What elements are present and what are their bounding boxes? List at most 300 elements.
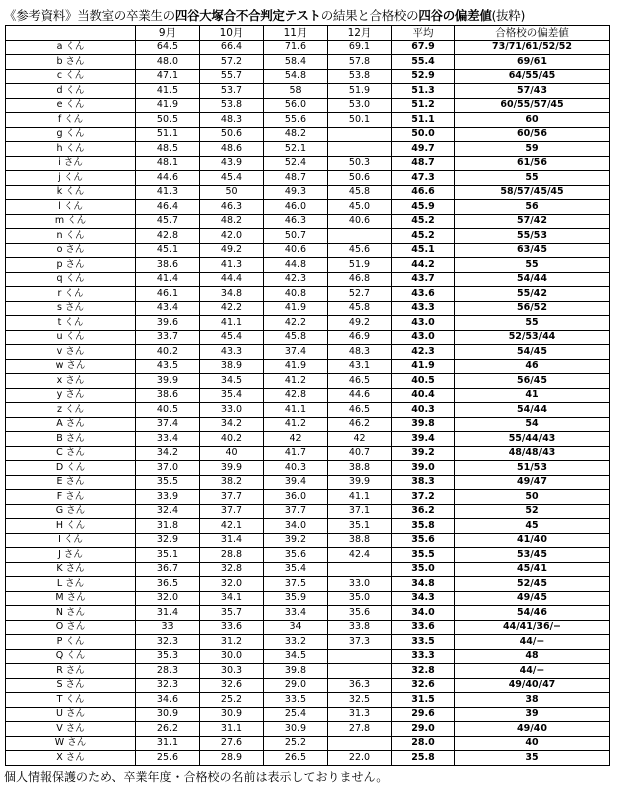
score-nov: 29.0: [264, 678, 328, 693]
average-score: 35.0: [392, 562, 455, 577]
school-deviation: 58/57/45/45: [455, 185, 610, 200]
student-name: W さん: [6, 736, 136, 751]
table-row: [6, 707, 610, 722]
table-row: [6, 736, 610, 751]
score-oct: 57.2: [200, 55, 264, 70]
student-name: C さん: [6, 446, 136, 461]
score-nov: 35.6: [264, 548, 328, 563]
score-dec: 57.8: [328, 55, 392, 70]
school-deviation: 44/−: [455, 664, 610, 679]
average-score: 45.9: [392, 200, 455, 215]
score-oct: 31.2: [200, 635, 264, 650]
score-sep: 31.8: [136, 519, 200, 534]
average-score: 43.7: [392, 272, 455, 287]
title-suffix: (抜粋): [491, 8, 526, 23]
score-oct: 32.6: [200, 678, 264, 693]
table-row: [6, 55, 610, 70]
score-dec: 46.8: [328, 272, 392, 287]
title-deviation: 四谷の偏差値: [418, 8, 492, 23]
table-row: [6, 272, 610, 287]
score-sep: 42.8: [136, 229, 200, 244]
score-nov: 42.2: [264, 316, 328, 331]
title-middle: の結果と合格校の: [320, 8, 419, 23]
score-dec: 51.9: [328, 84, 392, 99]
table-row: [6, 417, 610, 432]
average-score: 38.3: [392, 475, 455, 490]
average-score: 55.4: [392, 55, 455, 70]
student-name: h くん: [6, 142, 136, 157]
student-name: o さん: [6, 243, 136, 258]
score-nov: 39.2: [264, 533, 328, 548]
document-title: [4, 6, 525, 24]
table-row: [6, 548, 610, 563]
score-dec: 52.7: [328, 287, 392, 302]
score-oct: 37.7: [200, 490, 264, 505]
score-sep: 46.4: [136, 200, 200, 215]
school-deviation: 56: [455, 200, 610, 215]
average-score: 45.2: [392, 229, 455, 244]
score-nov: 39.8: [264, 664, 328, 679]
average-score: 52.9: [392, 69, 455, 84]
school-deviation: 52: [455, 504, 610, 519]
table-row: [6, 519, 610, 534]
score-oct: 42.0: [200, 229, 264, 244]
score-nov: 41.7: [264, 446, 328, 461]
table-row: [6, 84, 610, 99]
score-oct: 42.1: [200, 519, 264, 534]
score-sep: 32.4: [136, 504, 200, 519]
school-deviation: 45: [455, 519, 610, 534]
average-score: 49.7: [392, 142, 455, 157]
score-nov: 37.4: [264, 345, 328, 360]
student-name: u くん: [6, 330, 136, 345]
score-nov: 41.2: [264, 417, 328, 432]
score-oct: 48.3: [200, 113, 264, 128]
school-deviation: 44/41/36/−: [455, 620, 610, 635]
score-nov: 34.0: [264, 519, 328, 534]
student-name: b さん: [6, 55, 136, 70]
score-nov: 71.6: [264, 40, 328, 55]
student-name: n くん: [6, 229, 136, 244]
table-row: [6, 156, 610, 171]
average-score: 29.6: [392, 707, 455, 722]
score-nov: 33.4: [264, 606, 328, 621]
student-name: Q くん: [6, 649, 136, 664]
score-sep: 48.5: [136, 142, 200, 157]
student-name: t くん: [6, 316, 136, 331]
score-dec: 38.8: [328, 461, 392, 476]
school-deviation: 73/71/61/52/52: [455, 40, 610, 55]
average-score: 34.0: [392, 606, 455, 621]
table-row: [6, 678, 610, 693]
score-sep: 43.4: [136, 301, 200, 316]
score-oct: 46.3: [200, 200, 264, 215]
school-deviation: 54: [455, 417, 610, 432]
score-nov: 25.4: [264, 707, 328, 722]
score-dec: 48.3: [328, 345, 392, 360]
table-row: [6, 432, 610, 447]
student-name: D くん: [6, 461, 136, 476]
score-dec: 44.6: [328, 388, 392, 403]
score-dec: [328, 127, 392, 142]
average-score: 33.5: [392, 635, 455, 650]
score-nov: 42: [264, 432, 328, 447]
score-nov: 46.0: [264, 200, 328, 215]
score-oct: 35.7: [200, 606, 264, 621]
score-oct: 48.6: [200, 142, 264, 157]
score-sep: 50.5: [136, 113, 200, 128]
score-dec: 40.7: [328, 446, 392, 461]
score-oct: 38.9: [200, 359, 264, 374]
school-deviation: 52/53/44: [455, 330, 610, 345]
score-nov: 58.4: [264, 55, 328, 70]
average-score: 35.6: [392, 533, 455, 548]
student-name: j くん: [6, 171, 136, 186]
student-name: i さん: [6, 156, 136, 171]
score-oct: 48.2: [200, 214, 264, 229]
average-score: 34.8: [392, 577, 455, 592]
average-score: 25.8: [392, 751, 455, 766]
average-score: 40.5: [392, 374, 455, 389]
score-dec: 45.8: [328, 301, 392, 316]
school-deviation: 46: [455, 359, 610, 374]
score-dec: 33.0: [328, 577, 392, 592]
score-nov: 33.2: [264, 635, 328, 650]
score-oct: 28.9: [200, 751, 264, 766]
school-deviation: 51/53: [455, 461, 610, 476]
score-nov: 35.9: [264, 591, 328, 606]
score-dec: 39.9: [328, 475, 392, 490]
score-dec: 42: [328, 432, 392, 447]
score-nov: 41.9: [264, 359, 328, 374]
score-dec: [328, 142, 392, 157]
score-dec: 40.6: [328, 214, 392, 229]
score-nov: 49.3: [264, 185, 328, 200]
average-score: 51.2: [392, 98, 455, 113]
school-deviation: 49/47: [455, 475, 610, 490]
score-sep: 33.4: [136, 432, 200, 447]
score-dec: 53.8: [328, 69, 392, 84]
score-nov: 35.4: [264, 562, 328, 577]
score-oct: 28.8: [200, 548, 264, 563]
score-oct: 27.6: [200, 736, 264, 751]
student-name: c くん: [6, 69, 136, 84]
table-row: [6, 664, 610, 679]
school-deviation: 44/−: [455, 635, 610, 650]
score-oct: 37.7: [200, 504, 264, 519]
score-nov: 40.3: [264, 461, 328, 476]
score-sep: 36.7: [136, 562, 200, 577]
score-sep: 35.3: [136, 649, 200, 664]
score-oct: 31.4: [200, 533, 264, 548]
score-nov: 48.2: [264, 127, 328, 142]
student-name: q くん: [6, 272, 136, 287]
score-sep: 39.6: [136, 316, 200, 331]
table-row: [6, 490, 610, 505]
table-body: [6, 40, 610, 765]
student-name: A さん: [6, 417, 136, 432]
score-nov: 42.8: [264, 388, 328, 403]
average-score: 42.3: [392, 345, 455, 360]
score-dec: 46.5: [328, 403, 392, 418]
score-sep: 41.3: [136, 185, 200, 200]
student-name: J さん: [6, 548, 136, 563]
table-row: [6, 258, 610, 273]
header-september: 9月: [136, 26, 200, 41]
table-row: [6, 591, 610, 606]
score-sep: 32.3: [136, 678, 200, 693]
school-deviation: 56/45: [455, 374, 610, 389]
score-oct: 50.6: [200, 127, 264, 142]
score-dec: 43.1: [328, 359, 392, 374]
score-dec: 33.8: [328, 620, 392, 635]
score-sep: 32.9: [136, 533, 200, 548]
score-sep: 40.5: [136, 403, 200, 418]
score-oct: 33.6: [200, 620, 264, 635]
table-row: [6, 374, 610, 389]
table-row: [6, 287, 610, 302]
average-score: 39.0: [392, 461, 455, 476]
school-deviation: 40: [455, 736, 610, 751]
school-deviation: 41: [455, 388, 610, 403]
score-sep: 38.6: [136, 258, 200, 273]
school-deviation: 60/55/57/45: [455, 98, 610, 113]
average-score: 45.2: [392, 214, 455, 229]
school-deviation: 60/56: [455, 127, 610, 142]
header-school-deviation: 合格校の偏差値: [455, 26, 610, 41]
score-nov: 40.6: [264, 243, 328, 258]
score-sep: 47.1: [136, 69, 200, 84]
student-name: U さん: [6, 707, 136, 722]
score-oct: 45.4: [200, 171, 264, 186]
score-oct: 30.0: [200, 649, 264, 664]
score-oct: 50: [200, 185, 264, 200]
score-sep: 31.1: [136, 736, 200, 751]
average-score: 51.1: [392, 113, 455, 128]
student-name: f くん: [6, 113, 136, 128]
score-sep: 28.3: [136, 664, 200, 679]
header-average: 平均: [392, 26, 455, 41]
average-score: 41.9: [392, 359, 455, 374]
table-row: [6, 751, 610, 766]
school-deviation: 55: [455, 258, 610, 273]
score-dec: 42.4: [328, 548, 392, 563]
student-name: l くん: [6, 200, 136, 215]
score-dec: 35.0: [328, 591, 392, 606]
student-name: V さん: [6, 722, 136, 737]
score-oct: 34.1: [200, 591, 264, 606]
student-name: N さん: [6, 606, 136, 621]
score-oct: 39.9: [200, 461, 264, 476]
score-nov: 33.5: [264, 693, 328, 708]
score-oct: 40.2: [200, 432, 264, 447]
score-nov: 36.0: [264, 490, 328, 505]
score-dec: 38.8: [328, 533, 392, 548]
table-row: [6, 69, 610, 84]
student-name: y さん: [6, 388, 136, 403]
school-deviation: 50: [455, 490, 610, 505]
score-oct: 45.4: [200, 330, 264, 345]
student-name: K さん: [6, 562, 136, 577]
score-dec: [328, 736, 392, 751]
score-nov: 25.2: [264, 736, 328, 751]
score-nov: 45.8: [264, 330, 328, 345]
average-score: 29.0: [392, 722, 455, 737]
score-nov: 56.0: [264, 98, 328, 113]
score-oct: 43.3: [200, 345, 264, 360]
average-score: 39.2: [392, 446, 455, 461]
average-score: 33.6: [392, 620, 455, 635]
student-name: G さん: [6, 504, 136, 519]
score-dec: 36.3: [328, 678, 392, 693]
school-deviation: 55/53: [455, 229, 610, 244]
score-sep: 41.4: [136, 272, 200, 287]
score-sep: 34.2: [136, 446, 200, 461]
table-row: [6, 316, 610, 331]
average-score: 28.0: [392, 736, 455, 751]
table-row: [6, 185, 610, 200]
score-dec: 46.2: [328, 417, 392, 432]
results-table: [5, 25, 610, 766]
average-score: 31.5: [392, 693, 455, 708]
school-deviation: 54/45: [455, 345, 610, 360]
score-sep: 51.1: [136, 127, 200, 142]
student-name: e くん: [6, 98, 136, 113]
student-name: S さん: [6, 678, 136, 693]
school-deviation: 60: [455, 113, 610, 128]
student-name: L さん: [6, 577, 136, 592]
school-deviation: 54/44: [455, 272, 610, 287]
student-name: p さん: [6, 258, 136, 273]
score-oct: 41.1: [200, 316, 264, 331]
score-oct: 34.5: [200, 374, 264, 389]
table-row: [6, 388, 610, 403]
score-nov: 34.5: [264, 649, 328, 664]
score-nov: 55.6: [264, 113, 328, 128]
score-dec: 46.9: [328, 330, 392, 345]
school-deviation: 54/46: [455, 606, 610, 621]
average-score: 43.3: [392, 301, 455, 316]
score-oct: 44.4: [200, 272, 264, 287]
score-nov: 37.5: [264, 577, 328, 592]
header-row: [6, 26, 610, 41]
student-name: a くん: [6, 40, 136, 55]
student-name: M さん: [6, 591, 136, 606]
score-nov: 42.3: [264, 272, 328, 287]
student-name: E さん: [6, 475, 136, 490]
table-row: [6, 533, 610, 548]
table-row: [6, 98, 610, 113]
title-prefix: 《参考資料》当教室の卒業生の: [4, 8, 175, 23]
score-sep: 39.9: [136, 374, 200, 389]
score-sep: 40.2: [136, 345, 200, 360]
student-name: O さん: [6, 620, 136, 635]
school-deviation: 61/56: [455, 156, 610, 171]
table-row: [6, 606, 610, 621]
score-sep: 35.1: [136, 548, 200, 563]
header-student: [6, 26, 136, 41]
average-score: 39.4: [392, 432, 455, 447]
school-deviation: 49/40: [455, 722, 610, 737]
school-deviation: 56/52: [455, 301, 610, 316]
score-oct: 42.2: [200, 301, 264, 316]
score-dec: 45.0: [328, 200, 392, 215]
score-dec: 69.1: [328, 40, 392, 55]
average-score: 43.0: [392, 330, 455, 345]
table-row: [6, 577, 610, 592]
school-deviation: 55: [455, 316, 610, 331]
score-oct: 30.3: [200, 664, 264, 679]
score-sep: 48.0: [136, 55, 200, 70]
table-row: [6, 359, 610, 374]
score-oct: 33.0: [200, 403, 264, 418]
score-oct: 30.9: [200, 707, 264, 722]
score-dec: 50.1: [328, 113, 392, 128]
score-oct: 53.7: [200, 84, 264, 99]
score-nov: 46.3: [264, 214, 328, 229]
table-row: [6, 40, 610, 55]
score-oct: 31.1: [200, 722, 264, 737]
student-name: H くん: [6, 519, 136, 534]
table-row: [6, 693, 610, 708]
score-nov: 54.8: [264, 69, 328, 84]
school-deviation: 48: [455, 649, 610, 664]
average-score: 32.8: [392, 664, 455, 679]
school-deviation: 57/43: [455, 84, 610, 99]
score-sep: 41.9: [136, 98, 200, 113]
score-nov: 44.8: [264, 258, 328, 273]
score-dec: 53.0: [328, 98, 392, 113]
average-score: 46.6: [392, 185, 455, 200]
school-deviation: 54/44: [455, 403, 610, 418]
table-row: [6, 722, 610, 737]
score-dec: [328, 664, 392, 679]
student-name: T くん: [6, 693, 136, 708]
school-deviation: 55/44/43: [455, 432, 610, 447]
score-oct: 35.4: [200, 388, 264, 403]
score-oct: 25.2: [200, 693, 264, 708]
score-sep: 31.4: [136, 606, 200, 621]
table-row: [6, 562, 610, 577]
student-name: s さん: [6, 301, 136, 316]
school-deviation: 49/45: [455, 591, 610, 606]
score-nov: 26.5: [264, 751, 328, 766]
score-nov: 52.1: [264, 142, 328, 157]
table-row: [6, 301, 610, 316]
score-nov: 37.7: [264, 504, 328, 519]
average-score: 67.9: [392, 40, 455, 55]
privacy-note: 個人情報保護のため、卒業年度・合格校の名前は表示しておりません。: [4, 770, 389, 784]
school-deviation: 55: [455, 171, 610, 186]
score-sep: 34.6: [136, 693, 200, 708]
score-sep: 32.0: [136, 591, 200, 606]
score-oct: 41.3: [200, 258, 264, 273]
table-row: [6, 171, 610, 186]
school-deviation: 57/42: [455, 214, 610, 229]
average-score: 51.3: [392, 84, 455, 99]
score-sep: 33: [136, 620, 200, 635]
average-score: 40.4: [392, 388, 455, 403]
score-dec: 22.0: [328, 751, 392, 766]
school-deviation: 38: [455, 693, 610, 708]
score-sep: 43.5: [136, 359, 200, 374]
score-dec: 51.9: [328, 258, 392, 273]
score-sep: 32.3: [136, 635, 200, 650]
student-name: X さん: [6, 751, 136, 766]
average-score: 35.5: [392, 548, 455, 563]
student-name: m くん: [6, 214, 136, 229]
score-nov: 50.7: [264, 229, 328, 244]
